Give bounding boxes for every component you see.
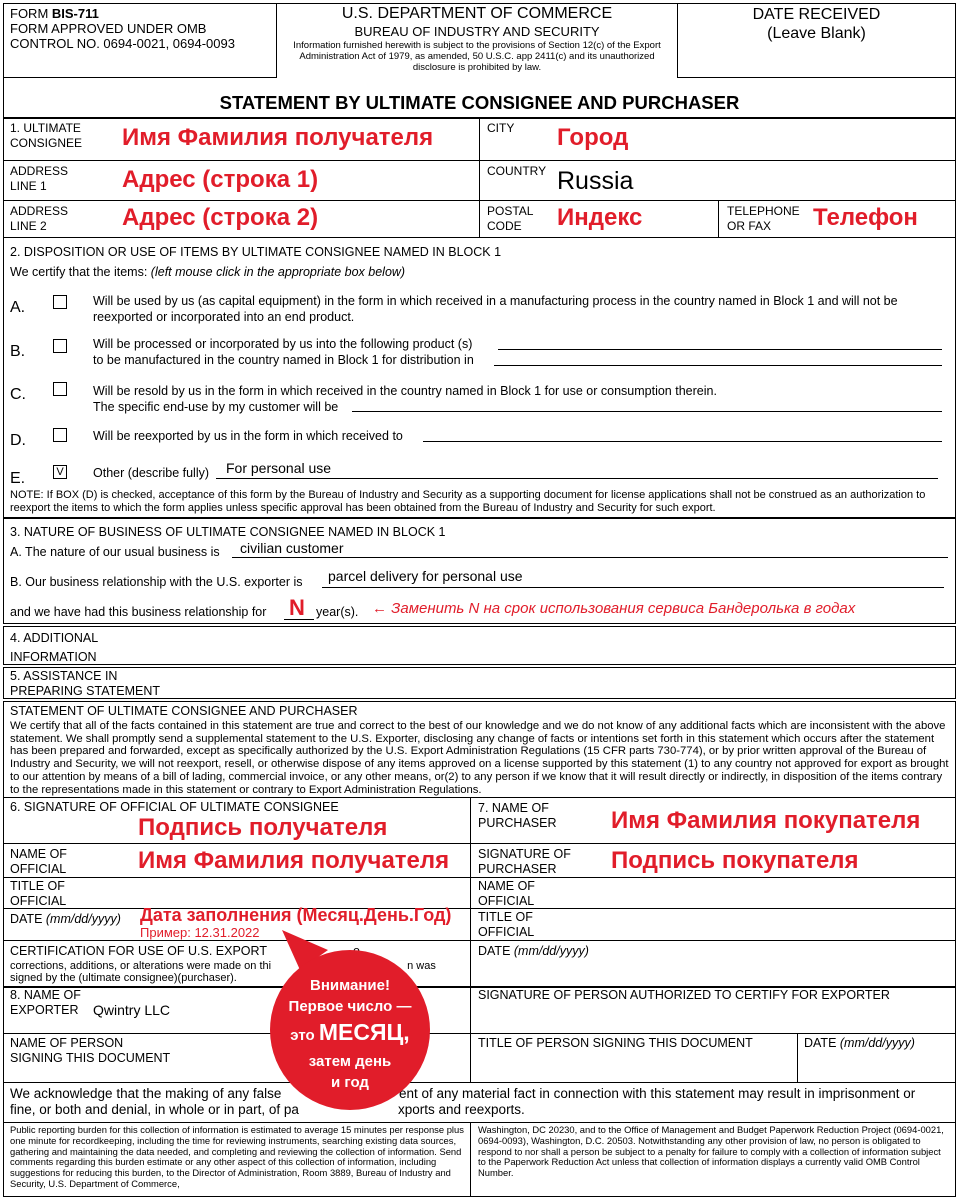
option-e-line [216,478,938,479]
assistance-label: 5. ASSISTANCE IN PREPARING STATEMENT [10,669,161,698]
page-title: STATEMENT BY ULTIMATE CONSIGNEE AND PURCHASER [219,92,740,113]
option-e-text: Other (describe fully) [93,466,210,480]
address1-label: ADDRESS LINE 1 [10,164,69,193]
official-title-label: TITLE OF OFFICIAL [10,879,67,908]
block2-note: NOTE: If BOX (D) is checked, acceptance of this form by the Bureau of Industry and Security as a supporting document for license applications shall not be construed as an authorization to reexport the items to which the form applies unless specific approval has been obtained from the Bureau of Industry and Security for such export. [10,489,926,514]
certification-line3: signed by the (ultimate consignee)(purchaser). [10,972,237,984]
relationship-field[interactable]: parcel delivery for personal use [328,568,523,584]
option-d-text: Will be reexported by us in the form in which received to [93,429,403,443]
block7-name-label: 7. NAME OF PURCHASER [478,801,557,830]
consignee-label: 1. ULTIMATE CONSIGNEE [10,121,83,150]
option-b-checkbox[interactable] [53,339,67,353]
postal-field[interactable]: Индекс [557,204,643,231]
department-name: U.S. DEPARTMENT OF COMMERCE [341,5,613,22]
option-e-checkbox[interactable]: V [53,465,67,479]
acknowledge-line1b: ent of any material fact in connection with this statement may result in imprisonment or [399,1086,916,1101]
option-d-letter: D. [10,432,26,449]
signer-name-label: NAME OF PERSON SIGNING THIS DOCUMENT [10,1036,171,1065]
certification-line1: CERTIFICATION FOR USE OF U.S. EXPORT [10,944,267,958]
form-id: FORM BIS-711 FORM APPROVED UNDER OMB CONTROL NO. 0694-0021, 0694-0093 [10,6,235,51]
years-line [284,619,314,620]
acknowledge-line2a: fine, or both and denial, in whole or in part, of pa [10,1102,299,1117]
option-b-distribution-line[interactable] [494,365,942,366]
option-c-checkbox[interactable] [53,382,67,396]
exporter-field[interactable]: Qwintry LLC [93,1002,171,1018]
postal-label: POSTAL CODE [487,204,534,233]
option-b-text: Will be processed or incorporated by us into the following product (s) to be manufactured in the country named in Block 1 for distribution in [93,337,474,367]
consignee-date-label: DATE (mm/dd/yyyy) [10,912,121,926]
bureau-name: BUREAU OF INDUSTRY AND SECURITY [354,24,600,39]
nature-field[interactable]: civilian customer [240,540,344,556]
city-field[interactable]: Город [557,124,629,151]
option-b-letter: B. [10,343,26,360]
exporter-date-label: DATE (mm/dd/yyyy) [804,1036,915,1050]
block3-c-text1: and we have had this business relationship for [10,605,267,619]
exporter-label: 8. NAME OF EXPORTER [10,988,81,1017]
option-d-destination-line[interactable] [423,441,942,442]
auth-signature-label: SIGNATURE OF PERSON AUTHORIZED TO CERTIFY FOR EXPORTER [478,988,890,1002]
burden-right: Washington, DC 20230, and to the Office of Management and Budget Paperwork Reduction Project (0694-0021, 0694-0093), Washington, D.C. 20503. Notwithstanding any other provision of law, no person is obligated to respond to nor shall a person be subject to a penalty for failure to comply with a collection of information subject to the Paperwork Reduction Act unless that collection of information displays a currently valid OMB Control Number. [478,1124,944,1179]
option-b-product-line[interactable] [498,349,942,350]
option-d-checkbox[interactable] [53,428,67,442]
callout-text: Внимание! Первое число — это МЕСЯЦ, затем день и год [288,977,412,1091]
years-field[interactable]: N [289,595,305,620]
country-label: COUNTRY [487,164,547,178]
option-a-checkbox[interactable] [53,295,67,309]
date-example: Пример: 12.31.2022 [140,925,260,940]
option-c-letter: C. [10,386,26,403]
disclosure-notice: Information furnished herewith is subject to the provisions of Section 12(c) of the Export Administration Act of 1979, as amended, 50 U.S.C. app 2411(c) and its unauthorized disclosure is prohibited by law. [293,40,661,73]
option-a-text: Will be used by us (as capital equipment) in the form in which received in a manufacturing process in the country named in Block 1 and will not be reexported or incorporated into an end product. [93,294,898,324]
certification-line2: corrections, additions, or alterations were made on thi n was [10,960,436,972]
address1-field[interactable]: Адрес (строка 1) [122,166,319,193]
relationship-line [322,587,944,588]
statement-heading: STATEMENT OF ULTIMATE CONSIGNEE AND PURCHASER [10,704,358,718]
block3-a-text: A. The nature of our usual business is [10,545,220,559]
statement-body: We certify that all of the facts contained in this statement are true and correct to the best of our knowledge and we do not know of any additional facts which are inconsistent with the above statement. We shall promptly send a supplemental statement to the U.S. Exporter, disclosing any change of facts or intentions set forth in this statement which occurs after the statement has been prepared and forwarded, except as specifically authorized by the U.S. Export Administration Regulations (15 CFR parts 730-774), or by prior written approval of the Bureau of Industry and Security, we will not reexport, resell, or otherwise dispose of any items approved on a license supported by this statement (1) to any country not approved for export as brought to our attention by means of a bill of lading, commercial invoice, or any other means, or(2) to any person if we know that it will result directly or indirectly, in disposition of the items contrary to the representations made in this statement or contrary to Export Administration Regulations. [10,720,949,796]
option-e-value[interactable]: For personal use [226,460,332,476]
purchaser-title-label: TITLE OF OFFICIAL [478,910,535,939]
address2-label: ADDRESS LINE 2 [10,204,69,233]
block6-signature-label: 6. SIGNATURE OF OFFICIAL OF ULTIMATE CONSIGNEE [10,800,339,814]
purchaser-signature-label: SIGNATURE OF PURCHASER [478,847,571,876]
official-name-field[interactable]: Имя Фамилия получателя [138,847,450,874]
block2-heading: 2. DISPOSITION OR USE OF ITEMS BY ULTIMATE CONSIGNEE NAMED IN BLOCK 1 [10,245,502,259]
purchaser-name-field[interactable]: Имя Фамилия покупателя [611,807,921,834]
burden-left: Public reporting burden for this collection of information is estimated to average 15 minutes per response plus one minute for recordkeeping, including the time for reviewing instruments, searching existing data sources, gathering and maintaining the data needed, and completing and reviewing the collection of information. Send comments regarding this burden estimate or any other aspect of this collection of information, including suggestions for reducing this burden, to the Director of Administration, Room 3889, Bureau of Industry and Security, U.S. Department of Commerce, [10,1124,464,1189]
date-received: DATE RECEIVED (Leave Blank) [752,6,881,42]
block4-additional [3,626,956,665]
acknowledge-line2b: xports and reexports. [398,1102,525,1117]
agency-header [280,5,674,73]
official-name-label: NAME OF OFFICIAL [10,847,67,876]
purchaser-official-label: NAME OF OFFICIAL [478,879,535,908]
purchaser-date-label: DATE (mm/dd/yyyy) [478,944,589,958]
additional-info-label: 4. ADDITIONAL INFORMATION [10,631,99,664]
block3-c-text2: year(s). [316,605,359,619]
phone-field[interactable]: Телефон [813,204,918,231]
address2-field[interactable]: Адрес (строка 2) [122,204,319,231]
option-c-text: Will be resold by us in the form in which received in the country named in Block 1 for use or consumption therein. The specific end-use by my customer will be [93,384,717,414]
consignee-field[interactable]: Имя Фамилия получателя [122,124,434,151]
signer-title-label: TITLE OF PERSON SIGNING THIS DOCUMENT [478,1036,753,1050]
block2-certify: We certify that the items: (left mouse click in the appropriate box below) [10,265,406,279]
acknowledge-line1a: We acknowledge that the making of any false [10,1086,282,1101]
nature-line [232,557,948,558]
purchaser-signature-field[interactable]: Подпись покупателя [611,847,859,874]
consignee-date-field[interactable]: Дата заполнения (Месяц.День.Год) [140,905,452,925]
block3-b-text: B. Our business relationship with the U.S. exporter is [10,575,303,589]
option-c-enduse-line[interactable] [352,411,942,412]
consignee-signature-field[interactable]: Подпись получателя [138,814,388,841]
phone-label: TELEPHONE OR FAX [727,204,800,233]
option-a-letter: A. [10,299,26,316]
city-label: CITY [487,121,515,135]
country-field[interactable]: Russia [557,167,634,195]
option-e-letter: E. [10,470,26,487]
years-hint: ← Заменить N на срок использования сервиса Бандеролька в годах [372,600,856,617]
block3-heading: 3. NATURE OF BUSINESS OF ULTIMATE CONSIGNEE NAMED IN BLOCK 1 [10,525,446,539]
